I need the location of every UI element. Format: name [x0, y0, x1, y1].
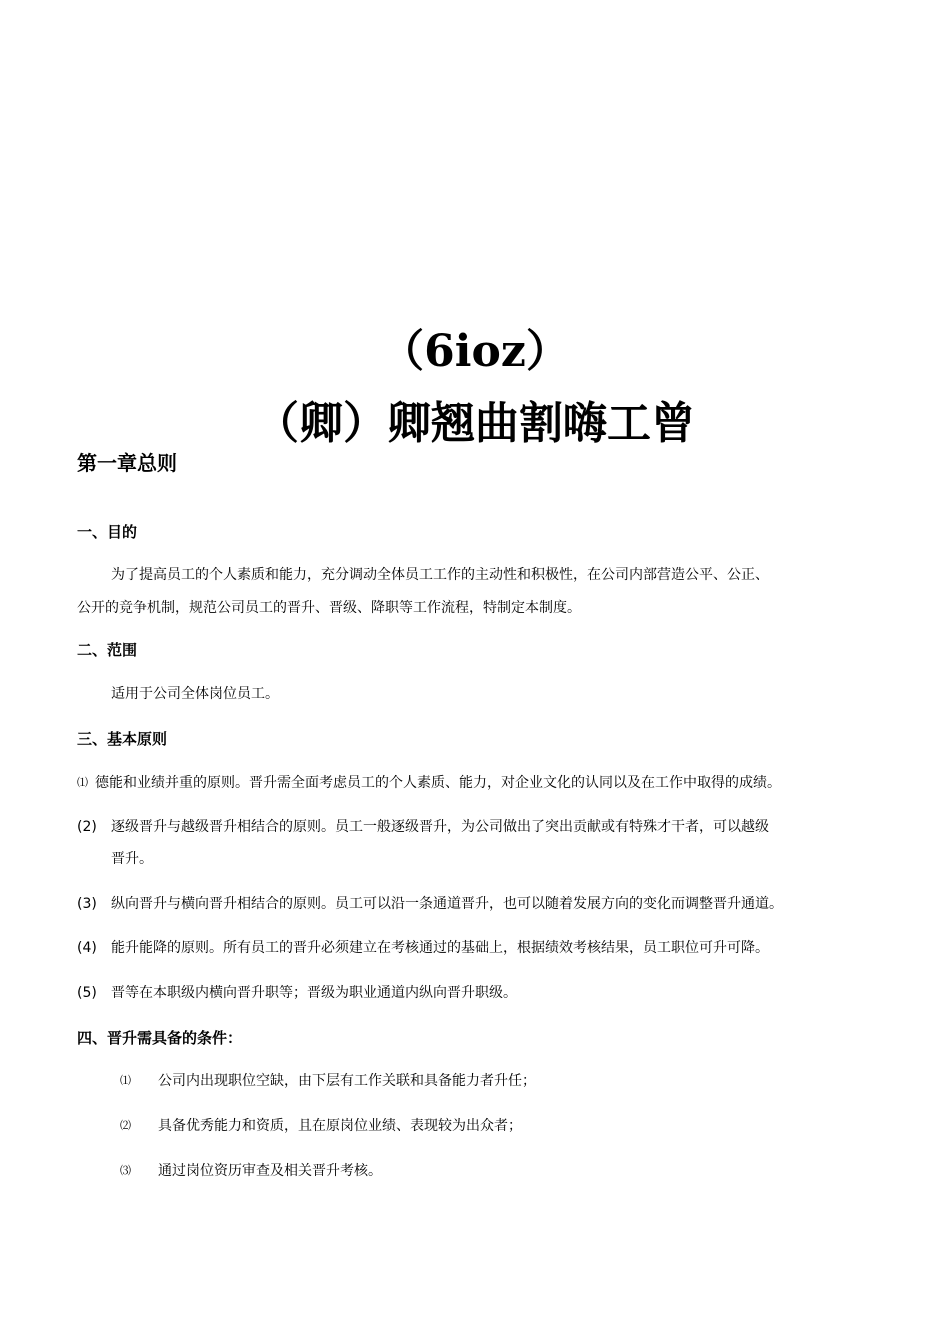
list-number: (3) — [77, 896, 97, 912]
scope-text: 适用于公司全体岗位员工。 — [111, 686, 279, 702]
section-heading-scope: 二、范围 — [77, 641, 138, 659]
chapter-heading: 第一章总则 — [77, 451, 177, 475]
section-heading-principles: 三、基本原则 — [77, 730, 168, 748]
list-item-text: 纵向晋升与横向晋升相结合的原则。员工可以沿一条通道晋升，也可以随着发展方向的变化而调整晋升通道。 — [111, 896, 783, 912]
list-number: ⑴ — [77, 776, 88, 789]
list-item-text: 公司内出现职位空缺，由下层有工作关联和具备能力者升任； — [158, 1073, 536, 1089]
list-item-text: 通过岗位资历审查及相关晋升考核。 — [158, 1163, 382, 1179]
list-number: (4) — [77, 940, 97, 956]
purpose-text-line2: 公开的竞争机制，规范公司员工的晋升、晋级、降职等工作流程，特制定本制度。 — [77, 600, 581, 616]
list-number: (5) — [77, 985, 97, 1001]
list-number: (2) — [77, 819, 97, 835]
list-item-text: 晋等在本职级内横向晋升职等；晋级为职业通道内纵向晋升职级。 — [111, 985, 517, 1001]
purpose-text-line1: 为了提高员工的个人素质和能力，充分调动全体员工工作的主动性和积极性，在公司内部营造公平、公正、 — [111, 567, 769, 583]
list-item-text: 能升能降的原则。所有员工的晋升必须建立在考核通过的基础上，根据绩效考核结果，员工职位可升可降。 — [111, 940, 769, 956]
list-number: ⑴ — [120, 1074, 131, 1087]
list-number: ⑵ — [120, 1119, 131, 1132]
list-item-text: 具备优秀能力和资质，且在原岗位业绩、表现较为出众者； — [158, 1118, 522, 1134]
list-item-text-continued: 晋升。 — [111, 851, 153, 867]
section-heading-conditions: 四、晋升需具备的条件： — [77, 1029, 243, 1047]
section-heading-purpose: 一、目的 — [77, 523, 138, 541]
document-title-code: （6ioz） — [380, 326, 570, 377]
list-item-text: 逐级晋升与越级晋升相结合的原则。员工一般逐级晋升，为公司做出了突出贡献或有特殊才干者，可以越级 — [111, 819, 769, 835]
document-title: （卿）卿翘曲割嗨工曾 — [255, 398, 695, 449]
list-number: ⑶ — [120, 1164, 131, 1177]
list-item-text: 德能和业绩并重的原则。晋升需全面考虑员工的个人素质、能力，对企业文化的认同以及在工作中取得的成绩。 — [95, 775, 781, 791]
